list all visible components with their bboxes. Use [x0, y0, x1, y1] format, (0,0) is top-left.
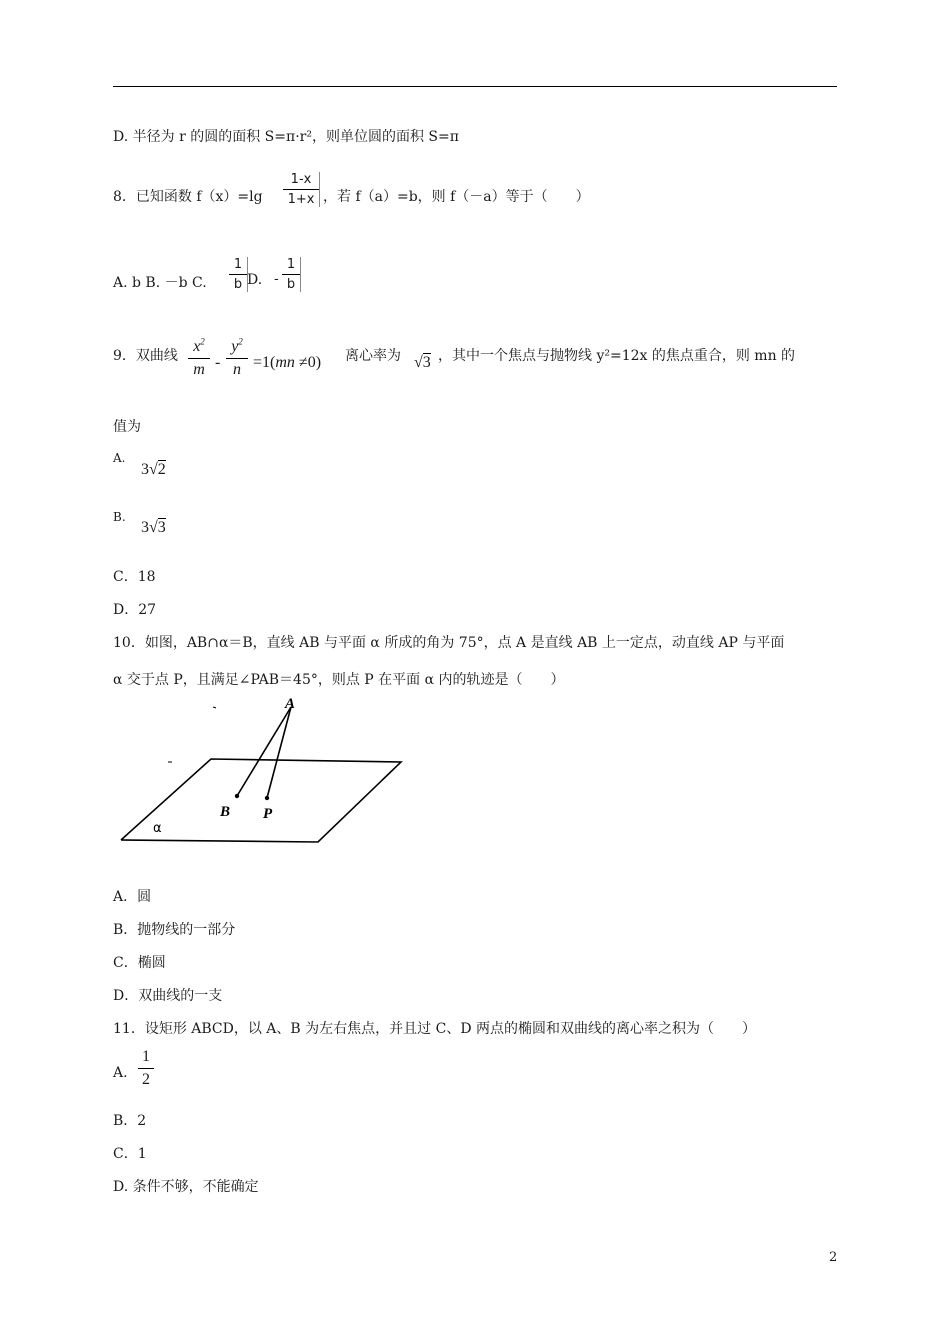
coefficient: 3 [141, 461, 149, 478]
q8-lead: 8．已知函数 f（x）=lg [113, 189, 263, 205]
mn-text: mn [275, 354, 295, 371]
fraction-bar [229, 274, 247, 275]
q8-option-d-fraction [282, 257, 301, 292]
label-a: A [285, 696, 296, 712]
neq-text: ≠0) [294, 354, 322, 371]
sqrt-icon: √ [414, 354, 423, 371]
q9-tail: ，其中一个焦点与抛物线 y²=12x 的焦点重合，则 mn 的 [438, 348, 796, 364]
q9-equation-tail [253, 354, 321, 372]
q8-option-d-label: D. [247, 272, 263, 288]
q8-options-prefix: A. b B. －b C. [113, 275, 207, 291]
q10-line1: 10．如图，AB∩α＝B，直线 AB 与平面 α 所成的角为 75°，点 A 是直线 AB 上一定点，动直线 AP 与平面 [113, 635, 785, 651]
point-p-dot [265, 796, 269, 800]
plane-outline [121, 759, 401, 842]
q11-option-d [113, 1176, 259, 1196]
fraction-bar [226, 358, 248, 359]
q11-option-b: B．2 [113, 1113, 147, 1129]
option-label: D. [113, 129, 129, 145]
q8-fraction [283, 172, 320, 207]
eq-text: =1( [253, 354, 276, 371]
q9-fraction-y2-n: $y^2$ n [226, 338, 248, 379]
sqrt-icon: √ [149, 519, 158, 536]
fraction-numerator: 1 [286, 257, 296, 272]
q10-option-c: C．椭圆 [113, 955, 166, 971]
q9-option-c: C．18 [113, 569, 156, 585]
label-alpha: α [153, 821, 162, 836]
q8-tail: ，若 f（a）=b，则 f（－a）等于（ ） [323, 189, 590, 205]
q9-tail2: 值为 [113, 419, 141, 435]
numerator-y: y [231, 338, 239, 355]
fraction-numerator: 1 [233, 257, 243, 272]
q8-option-c-fraction [229, 257, 248, 292]
fraction-numerator: 1-x [290, 172, 312, 187]
fraction-numerator: 1 [142, 1048, 150, 1065]
q10-option-a: A．圆 [113, 889, 152, 905]
fraction-denominator: 2 [142, 1071, 150, 1088]
segment-ap [267, 707, 291, 798]
numerator-x: x [193, 338, 201, 355]
coefficient: 3 [141, 519, 149, 536]
q11-line: 11．设矩形 ABCD，以 A、B 为左右焦点，并且过 C、D 两点的椭圆和双曲线的离心率之积为（ ） [113, 1021, 756, 1037]
fraction-denominator: 1+x [287, 192, 315, 207]
page-number: 2 [829, 1250, 838, 1265]
radicand: 3 [422, 354, 431, 371]
q11-option-a-fraction [138, 1048, 154, 1089]
q9-lead: 9．双曲线 [113, 348, 178, 364]
sqrt-icon: √ [149, 461, 158, 478]
q11-option-a-label: A. [113, 1065, 128, 1081]
fraction-bar [282, 274, 300, 275]
q10-line2: α 交于点 P，且满足∠PAB＝45°，则点 P 在平面 α 内的轨迹是（ ） [113, 672, 565, 688]
header-rule [113, 86, 837, 87]
q10-option-b: B．抛物线的一部分 [113, 922, 236, 938]
option-label: D. [113, 1179, 129, 1195]
q9-minus: - [215, 354, 221, 371]
label-p: P [263, 806, 273, 822]
point-b-dot [235, 794, 239, 798]
denominator-m: m [193, 361, 205, 378]
q8-option-d-sign: - [274, 272, 279, 287]
radicand: 2 [157, 461, 166, 478]
q9-fraction-x2-m: $x^2$ m [188, 338, 210, 379]
q9-mid: 离心率为 [345, 348, 401, 364]
q11-option-c: C．1 [113, 1146, 147, 1162]
denominator-n: n [233, 361, 241, 378]
q9-sqrt3 [414, 354, 431, 372]
q7-option-d [113, 126, 459, 146]
fraction-bar [283, 189, 319, 190]
segment-ab [237, 707, 291, 796]
fraction-bar [188, 358, 210, 359]
q9-option-b-label: B. [113, 510, 126, 524]
label-b: B [220, 804, 231, 820]
q9-option-b-value [141, 519, 166, 537]
fraction-denominator: b [233, 277, 243, 292]
q9-option-d: D．27 [113, 602, 157, 618]
fraction-denominator: b [286, 277, 296, 292]
q9-option-a-value [141, 461, 166, 479]
option-text: 条件不够，不能确定 [132, 1179, 259, 1195]
plane-figure [113, 695, 413, 855]
fraction-bar [138, 1068, 154, 1069]
q9-option-a-label: A. [113, 451, 126, 465]
q10-option-d: D．双曲线的一支 [113, 988, 223, 1004]
guide-tick [213, 707, 216, 708]
option-text: 半径为 r 的圆的面积 S=π·r²，则单位圆的面积 S=π [132, 129, 459, 145]
radicand: 3 [157, 519, 166, 536]
